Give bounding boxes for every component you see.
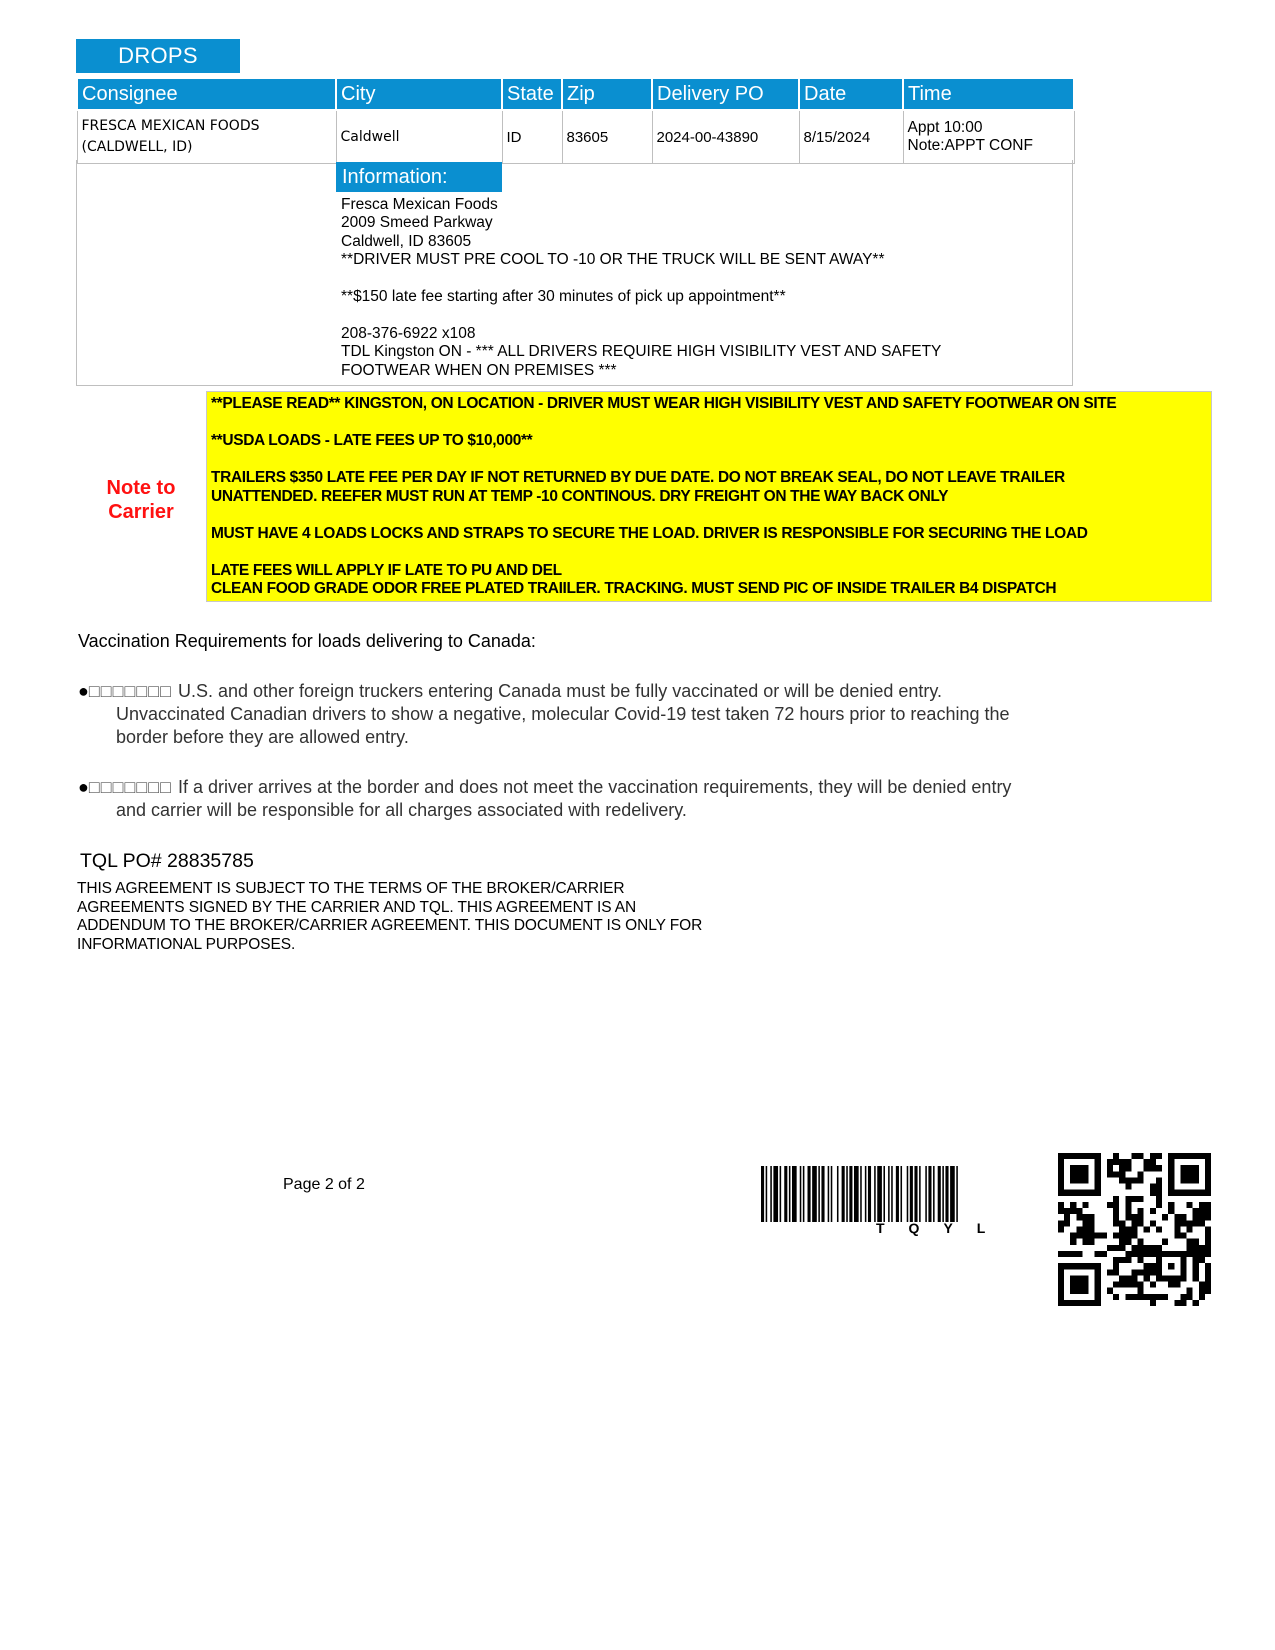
note-line: LATE FEES WILL APPLY IF LATE TO PU AND DEL bbox=[211, 561, 562, 579]
table-row bbox=[77, 110, 1074, 164]
bullet-text: and carrier will be responsible for all charges associated with redelivery. bbox=[116, 800, 687, 820]
agreement-line: THIS AGREEMENT IS SUBJECT TO THE TERMS OF THE BROKER/CARRIER bbox=[77, 880, 625, 897]
note-line: TRAILERS $350 LATE FEE PER DAY IF NOT RETURNED BY DUE DATE. DO NOT BREAK SEAL, DO NOT LEAVE TRAILER bbox=[211, 469, 1065, 486]
agreement-line: AGREEMENTS SIGNED BY THE CARRIER AND TQL. THIS AGREEMENT IS AN bbox=[77, 898, 637, 916]
note-spacer bbox=[211, 506, 1207, 525]
drops-section-title: DROPS bbox=[76, 39, 240, 73]
appointment-note: Note:APPT CONF bbox=[907, 137, 1033, 154]
tql-po-number: TQL PO# 28835785 bbox=[80, 850, 254, 872]
bullet-text: If a driver arrives at the border and does not meet the vaccination requirements, they will be denied entry bbox=[177, 777, 1012, 797]
col-header-city: City bbox=[336, 78, 502, 110]
bullet-text: U.S. and other foreign truckers entering Canada must be fully vaccinated or will be denied entry. bbox=[177, 681, 943, 701]
appointment-time: Appt 10:00 bbox=[907, 119, 983, 136]
barcode-label: TQYL bbox=[876, 1220, 1010, 1236]
agreement-line: INFORMATIONAL PURPOSES. bbox=[77, 935, 296, 953]
barcode-icon bbox=[761, 1166, 1047, 1224]
note-spacer bbox=[211, 543, 1207, 562]
col-header-delivery-po: Delivery PO bbox=[652, 78, 799, 110]
agreement-line: ADDENDUM TO THE BROKER/CARRIER AGREEMENT. THIS DOCUMENT IS ONLY FOR bbox=[77, 917, 703, 934]
note-line: UNATTENDED. REEFER MUST RUN AT TEMP -10 CONTINOUS. DRY FREIGHT ON THE WAY BACK ONLY bbox=[211, 487, 949, 505]
col-header-time: Time bbox=[903, 78, 1074, 110]
vaccination-bullet bbox=[78, 776, 1011, 822]
qr-code-icon bbox=[1058, 1153, 1211, 1306]
bullet-text: border before they are allowed entry. bbox=[116, 727, 409, 747]
state-cell: ID bbox=[502, 110, 562, 164]
bullet-icon: ● bbox=[78, 777, 89, 797]
bullet-text: Unvaccinated Canadian drivers to show a negative, molecular Covid-19 test taken 72 hours prior to reaching the bbox=[116, 704, 1010, 724]
bullet-icon: ● bbox=[78, 681, 89, 701]
agreement-text bbox=[77, 880, 797, 954]
table-header-row bbox=[77, 78, 1074, 110]
col-header-state: State bbox=[502, 78, 562, 110]
information-text: Fresca Mexican Foods 2009 Smeed Parkway Caldwell, ID 83605 **DRIVER MUST PRE COOL TO -10 OR THE TRUCK WILL BE SENT AWAY** **$150 late fee starting after 30 minutes of pick up appointment** 208-376-6922 x108 TDL Kingston ON - *** ALL DRIVERS REQUIRE HIGH VISIBILITY VEST AND SAFETY FOOTWEAR WHEN ON PREMISES *** bbox=[341, 196, 942, 379]
note-line: CLEAN FOOD GRADE ODOR FREE PLATED TRAIILER. TRACKING. MUST SEND PIC OF INSIDE TRAILER B4 DISPATCH bbox=[211, 580, 1057, 597]
city-cell: Caldwell bbox=[336, 110, 502, 164]
col-header-zip: Zip bbox=[562, 78, 652, 110]
time-cell bbox=[903, 110, 1074, 164]
col-header-date: Date bbox=[799, 78, 903, 110]
zip-cell: 83605 bbox=[562, 110, 652, 164]
note-spacer bbox=[211, 451, 1207, 470]
placeholder-glyphs: □□□□□□□ bbox=[88, 681, 172, 701]
note-label-line1: Note to bbox=[106, 477, 176, 499]
vaccination-bullet bbox=[78, 680, 1010, 749]
note-spacer bbox=[211, 414, 1207, 433]
note-line: MUST HAVE 4 LOADS LOCKS AND STRAPS TO SECURE THE LOAD. DRIVER IS RESPONSIBLE FOR SECURING THE LOAD bbox=[211, 524, 1088, 542]
drops-table bbox=[76, 77, 1075, 164]
note-to-carrier-box bbox=[206, 391, 1212, 602]
consignee-name: FRESCA MEXICAN FOODS bbox=[81, 118, 260, 134]
consignee-cell bbox=[77, 110, 336, 164]
note-to-carrier-label bbox=[96, 476, 186, 524]
vaccination-title: Vaccination Requirements for loads delivering to Canada: bbox=[78, 631, 536, 651]
delivery-po-cell: 2024-00-43890 bbox=[652, 110, 799, 164]
date-cell: 8/15/2024 bbox=[799, 110, 903, 164]
page-number: Page 2 of 2 bbox=[283, 1176, 365, 1193]
note-label-line2: Carrier bbox=[108, 501, 174, 523]
col-header-consignee: Consignee bbox=[77, 78, 336, 110]
information-header: Information: bbox=[336, 162, 502, 192]
consignee-location: (CALDWELL, ID) bbox=[81, 139, 193, 155]
note-line: **USDA LOADS - LATE FEES UP TO $10,000** bbox=[211, 432, 533, 449]
placeholder-glyphs: □□□□□□□ bbox=[88, 777, 172, 797]
note-line: **PLEASE READ** KINGSTON, ON LOCATION - DRIVER MUST WEAR HIGH VISIBILITY VEST AND SAFETY FOOTWEAR ON SITE bbox=[211, 395, 1117, 412]
